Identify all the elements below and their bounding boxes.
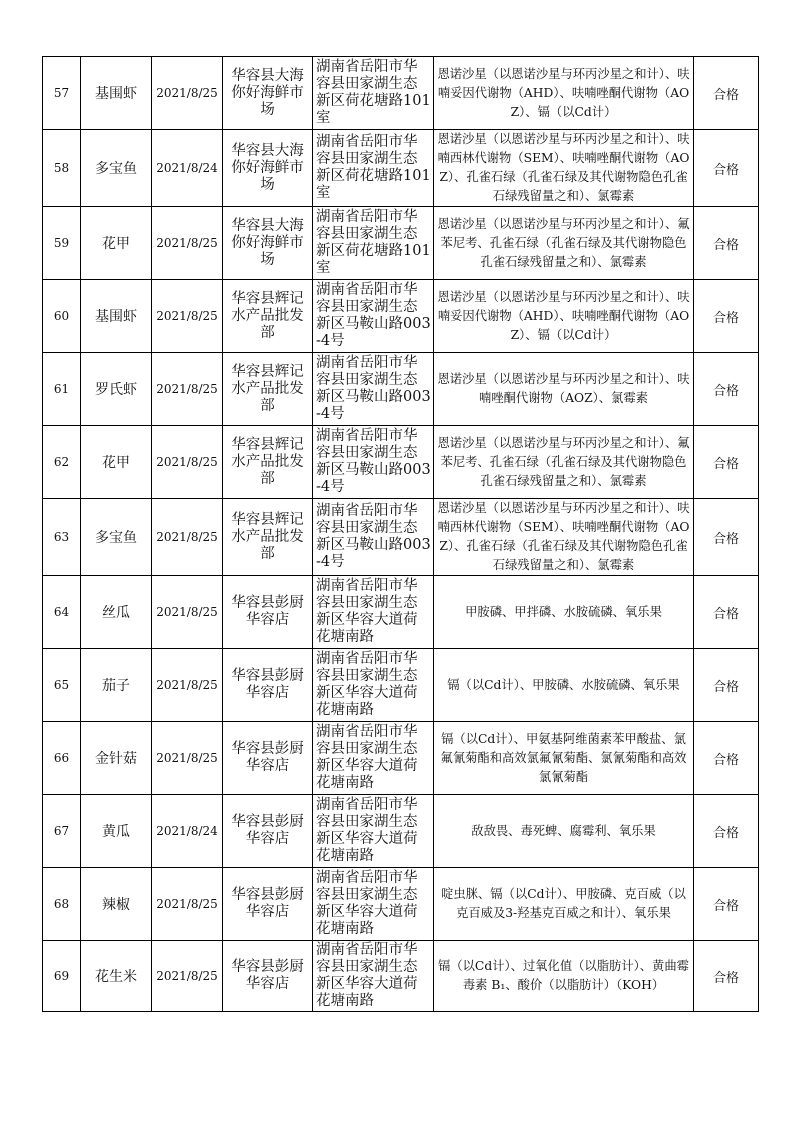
vendor-address-cell: 湖南省岳阳市华容县田家湖生态新区华容大道荷花塘南路 [313,722,434,795]
sampling-date-cell: 2021/8/24 [152,795,223,868]
sample-number-cell: 60 [43,280,81,353]
sampling-date-cell: 2021/8/24 [152,130,223,207]
table-row [43,353,759,426]
sample-name-cell: 黄瓜 [81,795,152,868]
vendor-address-cell: 湖南省岳阳市华容县田家湖生态新区荷花塘路101室 [313,207,434,280]
sample-name-cell: 金针菇 [81,722,152,795]
vendor-name-cell: 华容县辉记水产品批发部 [223,280,313,353]
vendor-address-cell: 湖南省岳阳市华容县田家湖生态新区荷花塘路101室 [313,130,434,207]
test-items-cell: 敌敌畏、毒死蜱、腐霉利、氧乐果 [434,795,694,868]
sampling-date-cell: 2021/8/25 [152,207,223,280]
sampling-date-cell: 2021/8/25 [152,868,223,941]
test-items-cell: 恩诺沙星（以恩诺沙星与环丙沙星之和计）、氟苯尼考、孔雀石绿（孔雀石绿及其代谢物隐色孔雀石绿残留量之和）、氯霉素 [434,426,694,499]
sample-number-cell: 61 [43,353,81,426]
test-items-cell: 镉（以Cd计）、甲氨基阿维菌素苯甲酸盐、氯氟氰菊酯和高效氯氟氰菊酯、氯氰菊酯和高效氯氰菊酯 [434,722,694,795]
vendor-address-cell: 湖南省岳阳市华容县田家湖生态新区马鞍山路003-4号 [313,426,434,499]
vendor-name-cell: 华容县彭厨华容店 [223,576,313,649]
vendor-address-cell: 湖南省岳阳市华容县田家湖生态新区马鞍山路003-4号 [313,353,434,426]
vendor-address-cell: 湖南省岳阳市华容县田家湖生态新区马鞍山路003-4号 [313,499,434,576]
sample-name-cell: 花生米 [81,941,152,1012]
sample-number-cell: 57 [43,57,81,130]
table-row [43,649,759,722]
test-items-cell: 甲胺磷、甲拌磷、水胺硫磷、氧乐果 [434,576,694,649]
table-row [43,130,759,207]
result-cell: 合格 [694,868,759,941]
test-items-cell: 恩诺沙星（以恩诺沙星与环丙沙星之和计）、呋喃西林代谢物（SEM）、呋喃唑酮代谢物（AOZ）、孔雀石绿（孔雀石绿及其代谢物隐色孔雀石绿残留量之和）、氯霉素 [434,130,694,207]
vendor-address-cell: 湖南省岳阳市华容县田家湖生态新区华容大道荷花塘南路 [313,868,434,941]
sampling-date-cell: 2021/8/25 [152,722,223,795]
sample-number-cell: 68 [43,868,81,941]
test-items-cell: 镉（以Cd计）、过氧化值（以脂肪计）、黄曲霉毒素 B₁、酸价（以脂肪计）（KOH） [434,941,694,1012]
result-cell: 合格 [694,941,759,1012]
vendor-address-cell: 湖南省岳阳市华容县田家湖生态新区华容大道荷花塘南路 [313,795,434,868]
sampling-date-cell: 2021/8/25 [152,426,223,499]
sample-name-cell: 罗氏虾 [81,353,152,426]
sample-name-cell: 花甲 [81,207,152,280]
table-row [43,941,759,1012]
result-cell: 合格 [694,722,759,795]
table-row [43,207,759,280]
sample-name-cell: 丝瓜 [81,576,152,649]
test-items-cell: 恩诺沙星（以恩诺沙星与环丙沙星之和计）、呋喃妥因代谢物（AHD）、呋喃唑酮代谢物（AOZ）、镉（以Cd计） [434,280,694,353]
result-cell: 合格 [694,795,759,868]
result-cell: 合格 [694,130,759,207]
vendor-address-cell: 湖南省岳阳市华容县田家湖生态新区马鞍山路003-4号 [313,280,434,353]
vendor-address-cell: 湖南省岳阳市华容县田家湖生态新区荷花塘路101室 [313,57,434,130]
vendor-address-cell: 湖南省岳阳市华容县田家湖生态新区华容大道荷花塘南路 [313,941,434,1012]
sample-number-cell: 58 [43,130,81,207]
sampling-date-cell: 2021/8/25 [152,499,223,576]
test-items-cell: 恩诺沙星（以恩诺沙星与环丙沙星之和计）、呋喃西林代谢物（SEM）、呋喃唑酮代谢物（AOZ）、孔雀石绿（孔雀石绿及其代谢物隐色孔雀石绿残留量之和）、氯霉素 [434,499,694,576]
result-cell: 合格 [694,576,759,649]
test-items-cell: 啶虫脒、镉（以Cd计）、甲胺磷、克百威（以克百威及3-羟基克百威之和计）、氧乐果 [434,868,694,941]
sample-name-cell: 辣椒 [81,868,152,941]
sampling-date-cell: 2021/8/25 [152,941,223,1012]
sampling-date-cell: 2021/8/25 [152,353,223,426]
table-row [43,426,759,499]
result-cell: 合格 [694,353,759,426]
sample-number-cell: 62 [43,426,81,499]
test-items-cell: 恩诺沙星（以恩诺沙星与环丙沙星之和计）、呋喃妥因代谢物（AHD）、呋喃唑酮代谢物（AOZ）、镉（以Cd计） [434,57,694,130]
sample-number-cell: 66 [43,722,81,795]
sample-number-cell: 65 [43,649,81,722]
vendor-name-cell: 华容县大海你好海鲜市场 [223,207,313,280]
vendor-name-cell: 华容县大海你好海鲜市场 [223,57,313,130]
result-cell: 合格 [694,280,759,353]
sample-number-cell: 64 [43,576,81,649]
test-items-cell: 镉（以Cd计）、甲胺磷、水胺硫磷、氧乐果 [434,649,694,722]
result-cell: 合格 [694,499,759,576]
vendor-address-cell: 湖南省岳阳市华容县田家湖生态新区华容大道荷花塘南路 [313,576,434,649]
table-row [43,499,759,576]
sample-name-cell: 基围虾 [81,57,152,130]
sample-name-cell: 多宝鱼 [81,499,152,576]
vendor-name-cell: 华容县辉记水产品批发部 [223,499,313,576]
vendor-name-cell: 华容县彭厨华容店 [223,722,313,795]
table-row [43,576,759,649]
vendor-address-cell: 湖南省岳阳市华容县田家湖生态新区华容大道荷花塘南路 [313,649,434,722]
test-items-cell: 恩诺沙星（以恩诺沙星与环丙沙星之和计）、呋喃唑酮代谢物（AOZ）、氯霉素 [434,353,694,426]
table-body [43,57,759,1012]
result-cell: 合格 [694,426,759,499]
sampling-date-cell: 2021/8/25 [152,576,223,649]
vendor-name-cell: 华容县彭厨华容店 [223,649,313,722]
table-row [43,722,759,795]
sample-name-cell: 花甲 [81,426,152,499]
vendor-name-cell: 华容县大海你好海鲜市场 [223,130,313,207]
table-row [43,57,759,130]
sampling-date-cell: 2021/8/25 [152,649,223,722]
inspection-results-table [42,56,759,1012]
sampling-date-cell: 2021/8/25 [152,57,223,130]
result-cell: 合格 [694,57,759,130]
test-items-cell: 恩诺沙星（以恩诺沙星与环丙沙星之和计）、氟苯尼考、孔雀石绿（孔雀石绿及其代谢物隐色孔雀石绿残留量之和）、氯霉素 [434,207,694,280]
result-cell: 合格 [694,207,759,280]
table-row [43,868,759,941]
result-cell: 合格 [694,649,759,722]
sample-number-cell: 63 [43,499,81,576]
sample-number-cell: 67 [43,795,81,868]
sample-number-cell: 59 [43,207,81,280]
vendor-name-cell: 华容县辉记水产品批发部 [223,353,313,426]
sample-name-cell: 茄子 [81,649,152,722]
sampling-date-cell: 2021/8/25 [152,280,223,353]
sample-number-cell: 69 [43,941,81,1012]
vendor-name-cell: 华容县彭厨华容店 [223,868,313,941]
table-row [43,795,759,868]
table-row [43,280,759,353]
sample-name-cell: 基围虾 [81,280,152,353]
vendor-name-cell: 华容县辉记水产品批发部 [223,426,313,499]
vendor-name-cell: 华容县彭厨华容店 [223,941,313,1012]
sample-name-cell: 多宝鱼 [81,130,152,207]
vendor-name-cell: 华容县彭厨华容店 [223,795,313,868]
